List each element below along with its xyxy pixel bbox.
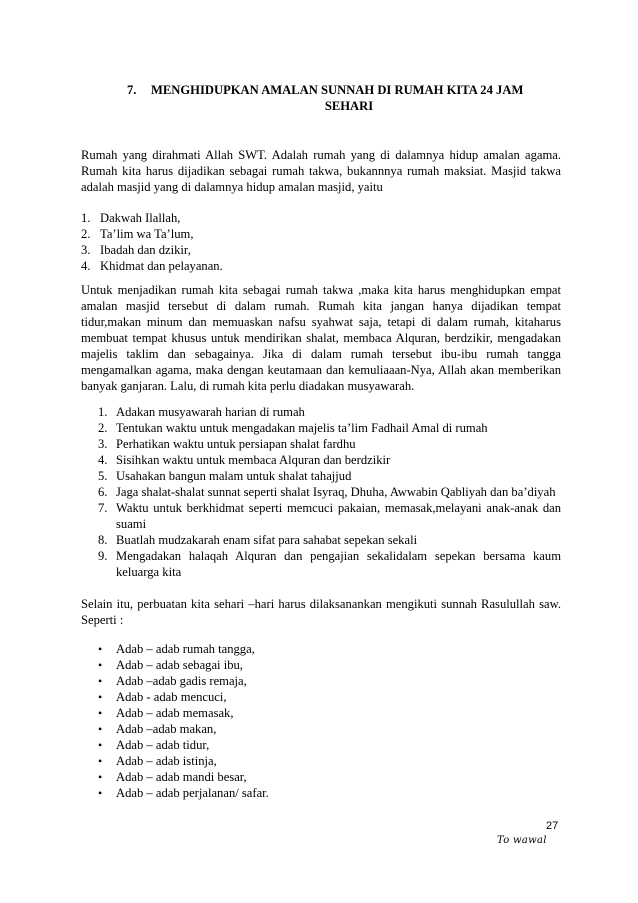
bullet-icon: • <box>98 642 103 656</box>
page-number: 27 <box>546 820 559 832</box>
list-item <box>98 705 398 721</box>
bullet-icon: • <box>98 706 103 720</box>
bullet-icon: • <box>98 786 103 800</box>
list-item-text: Adab –adab gadis remaja, <box>116 674 247 688</box>
list-item <box>98 753 398 769</box>
list-item <box>98 436 561 452</box>
list-item-number: 5. <box>98 469 108 483</box>
list-item-number: 2. <box>98 421 108 435</box>
list-item-text: Adakan musyawarah harian di rumah <box>116 405 305 419</box>
list-item-text: Adab – adab rumah tangga, <box>116 642 255 656</box>
bullet-icon: • <box>98 658 103 672</box>
list-item-number: 1. <box>98 405 108 419</box>
list-item-text: Tentukan waktu untuk mengadakan majelis ta’lim Fadhail Amal di rumah <box>116 421 488 435</box>
footer-signature: To wawal <box>497 835 547 846</box>
list-item <box>98 689 398 705</box>
list-item-text: Khidmat dan pelayanan. <box>100 259 223 273</box>
list-item <box>98 420 561 436</box>
list-item <box>98 468 561 484</box>
list-item <box>81 210 381 226</box>
bullet-icon: • <box>98 722 103 736</box>
list-item <box>98 641 398 657</box>
list-item <box>98 657 398 673</box>
list-item <box>98 452 561 468</box>
section-title-line2: SEHARI <box>324 99 374 113</box>
list-item-number: 1. <box>81 211 91 225</box>
list-item <box>81 242 381 258</box>
list-item <box>98 500 561 532</box>
list-item <box>98 548 561 580</box>
list-item-text: Mengadakan halaqah Alquran dan pengajian sekalidalam sepekan bersama kaum keluarga kita <box>116 549 561 579</box>
list-item-number: 8. <box>98 533 108 547</box>
list-item-number: 4. <box>81 259 91 273</box>
section-title-line1: MENGHIDUPKAN AMALAN SUNNAH DI RUMAH KITA 24 JAM <box>151 83 524 97</box>
bullet-icon: • <box>98 754 103 768</box>
body-paragraph: Untuk menjadikan rumah kita sebagai rumah takwa ,maka kita harus menghidupkan empat amalan masjid tersebut di dalam rumah. Rumah kita jangan hanya dijadikan tempat tidur,makan minum dan memuaskan nafsu syahwat saja, tetapi di dalam rumah, kitaharus membuat tempat khusus untuk mendirikan shalat, membaca Alquran, berdzikir, mengadakan majelis taklim dan sebagainya. Jika di dalam rumah tersebut ibu-ibu rumah tangga mengamalkan agama, maka dengan keutamaan dan kemuliaaan-Nya, Allah akan memberikan banyak ganjaran. Lalu, di rumah kita perlu diadakan musyawarah. <box>81 283 561 393</box>
list-item <box>98 404 561 420</box>
list-item-number: 3. <box>81 243 91 257</box>
bullet-icon: • <box>98 690 103 704</box>
list-item-number: 3. <box>98 437 108 451</box>
closing-paragraph: Selain itu, perbuatan kita sehari –hari harus dilaksanankan mengikuti sunnah Rasulullah saw. Seperti : <box>81 597 561 627</box>
list-item-text: Jaga shalat-shalat sunnat seperti shalat Isyraq, Dhuha, Awwabin Qabliyah dan ba’diyah <box>116 485 556 499</box>
list-item-text: Ta’lim wa Ta’lum, <box>100 227 194 241</box>
list-item <box>98 785 398 801</box>
list-item-text: Adab – adab tidur, <box>116 738 210 752</box>
list-item-text: Adab –adab makan, <box>116 722 217 736</box>
list-item-text: Usahakan bangun malam untuk shalat tahajjud <box>116 469 352 483</box>
list-item-number: 4. <box>98 453 108 467</box>
list-item-text: Adab – adab perjalanan/ safar. <box>116 786 269 800</box>
list-item-number: 9. <box>98 549 108 563</box>
list-item-number: 6. <box>98 485 108 499</box>
list-item-text: Waktu untuk berkhidmat seperti memcuci pakaian, memasak,melayani anak-anak dan suami <box>116 501 561 531</box>
list-item-number: 2. <box>81 227 91 241</box>
list-item-text: Ibadah dan dzikir, <box>100 243 191 257</box>
list-item <box>98 737 398 753</box>
list-item-text: Adab – adab memasak, <box>116 706 234 720</box>
list-item <box>98 484 561 500</box>
list-item <box>98 721 398 737</box>
list-item <box>98 532 561 548</box>
bullet-icon: • <box>98 738 103 752</box>
section-heading <box>127 82 547 114</box>
list-item-text: Perhatikan waktu untuk persiapan shalat fardhu <box>116 437 356 451</box>
list-item-text: Adab – adab istinja, <box>116 754 217 768</box>
list-item <box>98 673 398 689</box>
list-item-text: Adab – adab mandi besar, <box>116 770 247 784</box>
list-item <box>81 226 381 242</box>
section-number: 7. <box>127 83 137 97</box>
bullet-icon: • <box>98 674 103 688</box>
list-item-text: Buatlah mudzakarah enam sifat para sahabat sepekan sekali <box>116 533 418 547</box>
bullet-icon: • <box>98 770 103 784</box>
list-item-number: 7. <box>98 501 108 515</box>
amalan-masjid-list <box>81 210 381 274</box>
musyawarah-list <box>98 404 561 580</box>
adab-list <box>98 641 398 801</box>
list-item <box>98 769 398 785</box>
list-item-text: Dakwah Ilallah, <box>100 211 181 225</box>
list-item-text: Sisihkan waktu untuk membaca Alquran dan berdzikir <box>116 453 391 467</box>
list-item-text: Adab – adab sebagai ibu, <box>116 658 243 672</box>
list-item <box>81 258 381 274</box>
intro-paragraph: Rumah yang dirahmati Allah SWT. Adalah rumah yang di dalamnya hidup amalan agama. Rumah kita harus dijadikan sebagai rumah takwa, bukannnya rumah maksiat. Masjid takwa adalah masjid yang di dalamnya hidup amalan masjid, yaitu <box>81 148 561 194</box>
list-item-text: Adab - adab mencuci, <box>116 690 227 704</box>
